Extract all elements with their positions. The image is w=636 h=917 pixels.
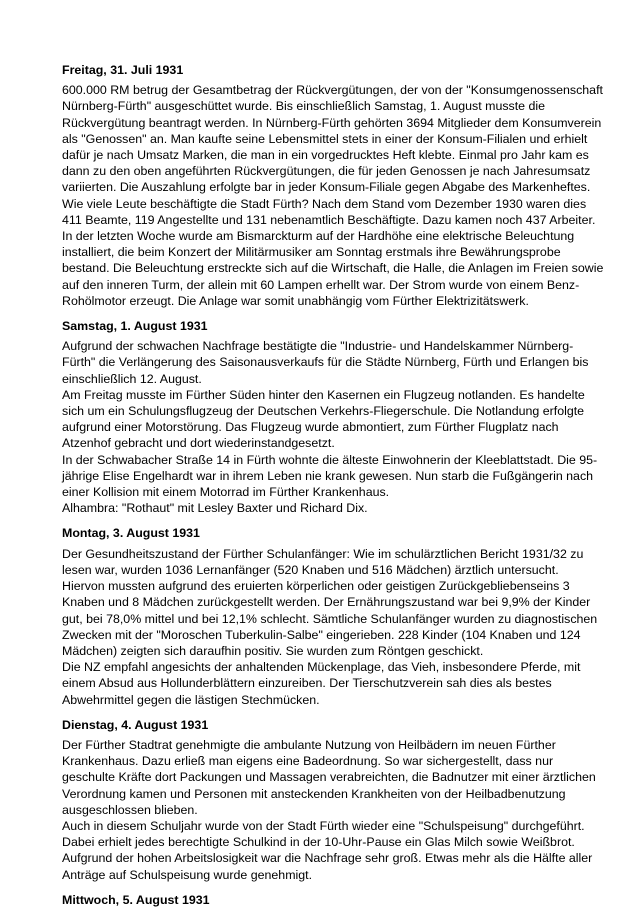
entry-text [62, 338, 598, 516]
entry-date-heading: Mittwoch, 5. August 1931 [62, 892, 210, 907]
text-line: Nürnberg-Fürth" ausgeschüttet wurde. Bis einschließlich Samstag, 1. August musste die [62, 99, 546, 114]
entry-date-heading: Dienstag, 4. August 1931 [62, 717, 209, 732]
text-line: bestand. Die Beleuchtung erstreckte sich auf die Wirtschaft, die Halle, die Anlagen im Freien sowie [62, 261, 604, 276]
text-line: als "Genossen" an. Man kaufte seine Lebensmittel stets in einer der Konsum-Filialen und erhielt [62, 131, 588, 146]
text-line: Verordnung kamen und Personen mit ansteckenden Krankheiten von der Heilbadbenutzung [62, 786, 566, 801]
text-line: Atzenhof gebracht und dort wiederinstandgesetzt. [62, 436, 335, 451]
text-line: In der Schwabacher Straße 14 in Fürth wohnte die älteste Einwohnerin der Kleeblattstadt. Die 95- [62, 452, 598, 467]
text-line: dafür je nach Umsatz Marken, die man in ein vorgedrucktes Heft klebte. Einmal pro Jahr kam es [62, 148, 589, 163]
text-line: Aufgrund der schwachen Nachfrage bestätigte die "Industrie- und Handelskammer Nürnberg- [62, 339, 574, 354]
diary-entry [62, 525, 598, 707]
text-line: einschließlich 12. August. [62, 371, 202, 386]
text-line: geschulte Kräfte dort Packungen und Massagen verabreichten, die Badnutzer mit einer ärztlichen [62, 770, 596, 785]
text-line: 600.000 RM betrug der Gesamtbetrag der Rückvergütungen, der von der "Konsumgenossenschaft [62, 83, 603, 98]
text-line: Der Gesundheitszustand der Fürther Schulanfänger: Wie im schulärztlichen Bericht 1931/32 zu [62, 546, 584, 561]
document-page [62, 62, 604, 917]
text-line: Die NZ empfahl angesichts der anhaltenden Mückenplage, das Vieh, insbesondere Pferde, mit [62, 660, 581, 675]
diary-entry [62, 62, 604, 309]
text-line: Anträge auf Schulspeisung wurde genehmigt. [62, 867, 313, 882]
text-line: In der letzten Woche wurde am Bismarckturm auf der Hardhöhe eine elektrische Beleuchtung [62, 229, 575, 244]
text-line: auf den inneren Turm, der allein mit 60 Lampen erhellt war. Der Strom wurde von einem Benz- [62, 277, 580, 292]
text-line: Auch in diesem Schuljahr wurde von der Stadt Fürth wieder eine "Schulspeisung" durchgeführt. [62, 818, 585, 833]
text-line: 411 Beamte, 119 Angestellte und 131 nebenamtlich Beschäftigte. Dazu kamen noch 437 Arbeiter. [62, 212, 596, 227]
entry-text [62, 737, 596, 883]
text-line: einer Kollision mit einem Motorrad im Fürther Krankenhaus. [62, 485, 390, 500]
text-line: Am Freitag musste im Fürther Süden hinter den Kasernen ein Flugzeug notlanden. Es handelte [62, 387, 585, 402]
text-line: Wie viele Leute beschäftigte die Stadt Fürth? Nach dem Stand vom Dezember 1930 waren dies [62, 196, 587, 211]
text-line: variierten. Die Auszahlung erfolgte bar in jeder Konsum-Filiale gegen Abgabe des Markenheftes. [62, 180, 591, 195]
text-line: Alhambra: "Rothaut" mit Lesley Baxter und Richard Dix. [62, 501, 368, 516]
text-line: Der Fürther Stadtrat genehmigte die ambulante Nutzung von Heilbädern im neuen Fürther [62, 737, 556, 752]
text-line: Mädchen) zeigten sich daraufhin positiv. Sie wurden zum Röntgen geschickt. [62, 643, 484, 658]
text-line: lesen war, wurden 1036 Lernanfänger (520 Knaben und 516 Mädchen) ärztlich untersucht. [62, 562, 559, 577]
text-line: Zwecken mit der "Moroschen Tuberkulin-Salbe" eingerieben. 228 Kinder (104 Knaben und 124 [62, 627, 581, 642]
entry-text [62, 82, 604, 309]
text-line: Krankenhaus. Dazu erließ man eigens eine Badeordnung. So war sichergestellt, dass nur [62, 754, 554, 769]
text-line: installiert, die beim Konzert der Militärmusiker am Sonntag erstmals ihre Bewährungsprobe [62, 245, 561, 260]
text-line: Knaben und 8 Mädchen zurückgestellt werden. Der Ernährungszustand war bei 9,9% der Kinder [62, 595, 591, 610]
entry-date-heading: Samstag, 1. August 1931 [62, 319, 208, 334]
text-line: einem Absud aus Hollunderblättern einzureiben. Der Tierschutzverein sah dies als bestes [62, 676, 552, 691]
diary-entry [62, 717, 596, 883]
entry-text [62, 546, 598, 708]
text-line: sich um ein Schulungsflugzeug der Deutschen Verkehrs-Fliegerschule. Die Notlandung erfolgte [62, 404, 585, 419]
text-line: jährige Elise Engelhardt war in ihrem Leben nie krank gewesen. Nun starb die Fußgängerin nach [62, 468, 594, 483]
text-line: dann zu den oben angeführten Rückvergütungen, die für jeden Genossen je nach Jahresumsatz [62, 164, 591, 179]
text-line: Aufgrund der hohen Arbeitslosigkeit war die Nachfrage sehr groß. Etwas mehr als die Hälfte aller [62, 851, 593, 866]
text-line: ausgeschlossen blieben. [62, 802, 198, 817]
text-line: aufgrund einer Motorstörung. Das Flugzeug wurde abmontiert, zum Fürther Flugplatz nach [62, 420, 559, 435]
text-line: Fürth" die Verlängerung des Saisonausverkaufs für die Städte Nürnberg, Fürth und Erlangen bis [62, 355, 589, 370]
text-line: Hiervon mussten aufgrund des eruierten körperlichen oder geistigen Zurückgebliebenseins 3 [62, 579, 570, 594]
diary-entry [62, 318, 598, 516]
text-line: gut, bei 78,0% mittel und bei 12,1% schlecht. Sämtliche Schulanfänger wurden zu diagnostischen [62, 611, 598, 626]
text-line: Rückvergütung beantragt werden. In Nürnberg-Fürth gehörten 3694 Mitglieder dem Konsumverein [62, 115, 602, 130]
text-line: Rohölmotor erzeugt. Die Anlage war somit unabhängig vom Fürther Elektrizitätswerk. [62, 293, 529, 308]
text-line: Abwehrmittel gegen die lästigen Stechmücken. [62, 692, 320, 707]
entry-date-heading: Freitag, 31. Juli 1931 [62, 63, 184, 77]
text-line: Dabei erhielt jedes berechtigte Schulkind in der 10-Uhr-Pause ein Glas Milch sowie Weißbrot. [62, 835, 575, 850]
entry-date-heading: Montag, 3. August 1931 [62, 526, 200, 541]
